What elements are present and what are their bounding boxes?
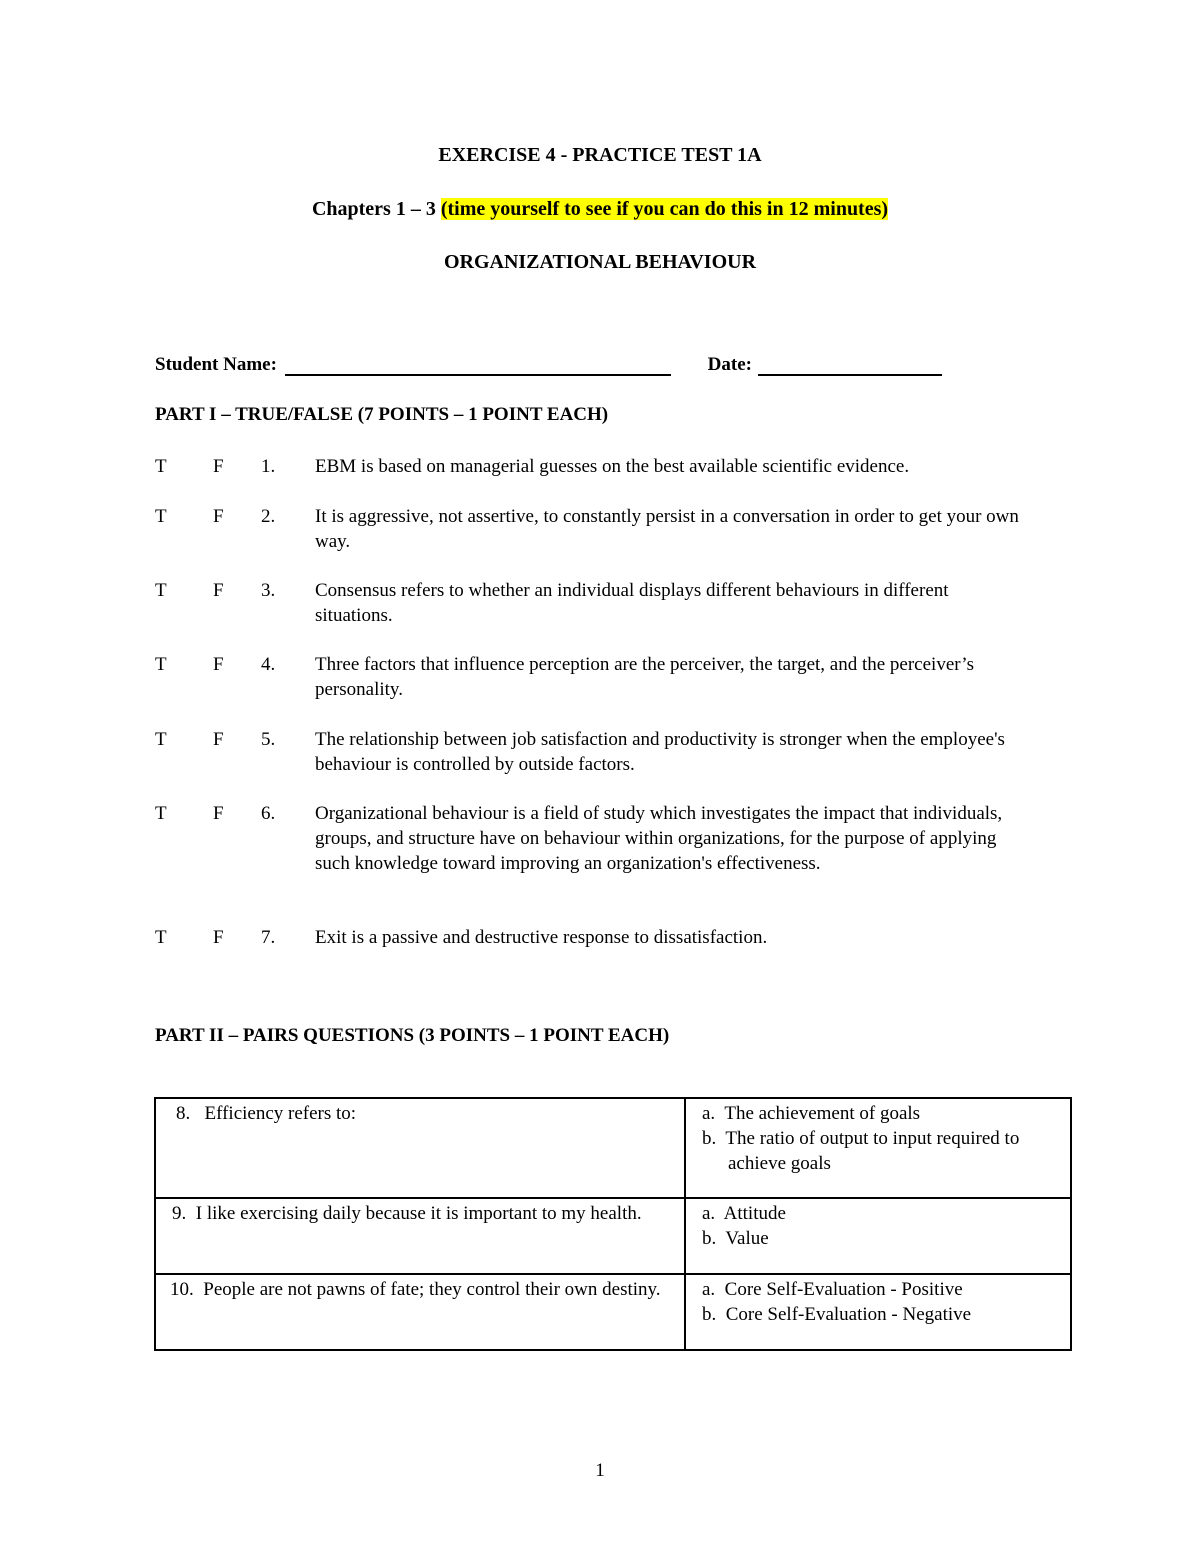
pairs-row [155,1274,1071,1350]
pairs-row [155,1198,1071,1274]
chapters-line [0,198,1200,221]
question-number: 5. [261,729,276,750]
pairs-row [155,1098,1071,1198]
option-a[interactable]: a. Core Self-Evaluation - Positive [702,1279,963,1300]
option-b[interactable]: b. The ratio of output to input required to [702,1128,1020,1149]
question-text: EBM is based on managerial guesses on the best available scientific evidence. [315,456,910,477]
true-option[interactable]: T [155,803,167,824]
question-text: The relationship between job satisfaction and productivity is stronger when the employee's behaviour is controlled by outside factors. [315,729,1005,775]
pair-options-cell [685,1274,1071,1350]
question-text: It is aggressive, not assertive, to constantly persist in a conversation in order to get your own way. [315,506,1019,552]
false-option[interactable]: F [213,456,224,477]
time-instruction-highlight: (time yourself to see if you can do this in 12 minutes) [440,198,889,220]
true-option[interactable]: T [155,927,167,948]
true-option[interactable]: T [155,456,167,477]
question-number: 1. [261,456,276,477]
option-b-continuation: achieve goals [728,1153,831,1174]
false-option[interactable]: F [213,729,224,750]
pair-options-cell [685,1198,1071,1274]
page-number: 1 [595,1460,605,1481]
option-a[interactable]: a. Attitude [702,1203,786,1224]
date-label: Date: [707,354,752,375]
true-option[interactable]: T [155,580,167,601]
pair-question-text: 10. People are not pawns of fate; they control their own destiny. [170,1279,661,1300]
pairs-table [154,1097,1072,1351]
option-a[interactable]: a. The achievement of goals [702,1103,921,1124]
part1-heading: PART I – TRUE/FALSE (7 POINTS – 1 POINT EACH) [155,404,609,425]
question-number: 3. [261,580,276,601]
date-field[interactable] [758,354,942,376]
false-option[interactable]: F [213,803,224,824]
false-option[interactable]: F [213,927,224,948]
document-title: EXERCISE 4 - PRACTICE TEST 1A [438,144,762,166]
pair-question-text: 8. Efficiency refers to: [176,1103,357,1124]
chapters-prefix: Chapters 1 – 3 [311,198,436,220]
true-option[interactable]: T [155,654,167,675]
student-name-label: Student Name: [155,354,277,375]
question-text: Consensus refers to whether an individual displays different behaviours in different situations. [315,580,949,626]
question-text: Three factors that influence perception are the perceiver, the target, and the perceiver’s personality. [315,654,974,700]
pair-options-cell [685,1098,1071,1198]
true-option[interactable]: T [155,506,167,527]
question-text: Exit is a passive and destructive response to dissatisfaction. [315,927,768,948]
option-b[interactable]: b. Value [702,1228,769,1249]
false-option[interactable]: F [213,506,224,527]
true-option[interactable]: T [155,729,167,750]
false-option[interactable]: F [213,580,224,601]
student-name-field[interactable] [285,354,671,376]
student-info-row [155,354,942,376]
pair-question-cell [155,1274,685,1350]
part2-heading: PART II – PAIRS QUESTIONS (3 POINTS – 1 POINT EACH) [155,1025,670,1046]
course-title: ORGANIZATIONAL BEHAVIOUR [443,251,757,273]
question-text: Organizational behaviour is a field of study which investigates the impact that individuals, groups, and structure have on behaviour within organizations, for the purpose of applying such knowledge toward improving an organization's effectiveness. [315,803,1003,874]
question-number: 2. [261,506,276,527]
false-option[interactable]: F [213,654,224,675]
pair-question-cell [155,1198,685,1274]
question-number: 7. [261,927,276,948]
question-number: 6. [261,803,276,824]
question-number: 4. [261,654,276,675]
pair-question-text: 9. I like exercising daily because it is important to my health. [172,1203,642,1224]
pair-question-cell [155,1098,685,1198]
option-b[interactable]: b. Core Self-Evaluation - Negative [702,1304,972,1325]
